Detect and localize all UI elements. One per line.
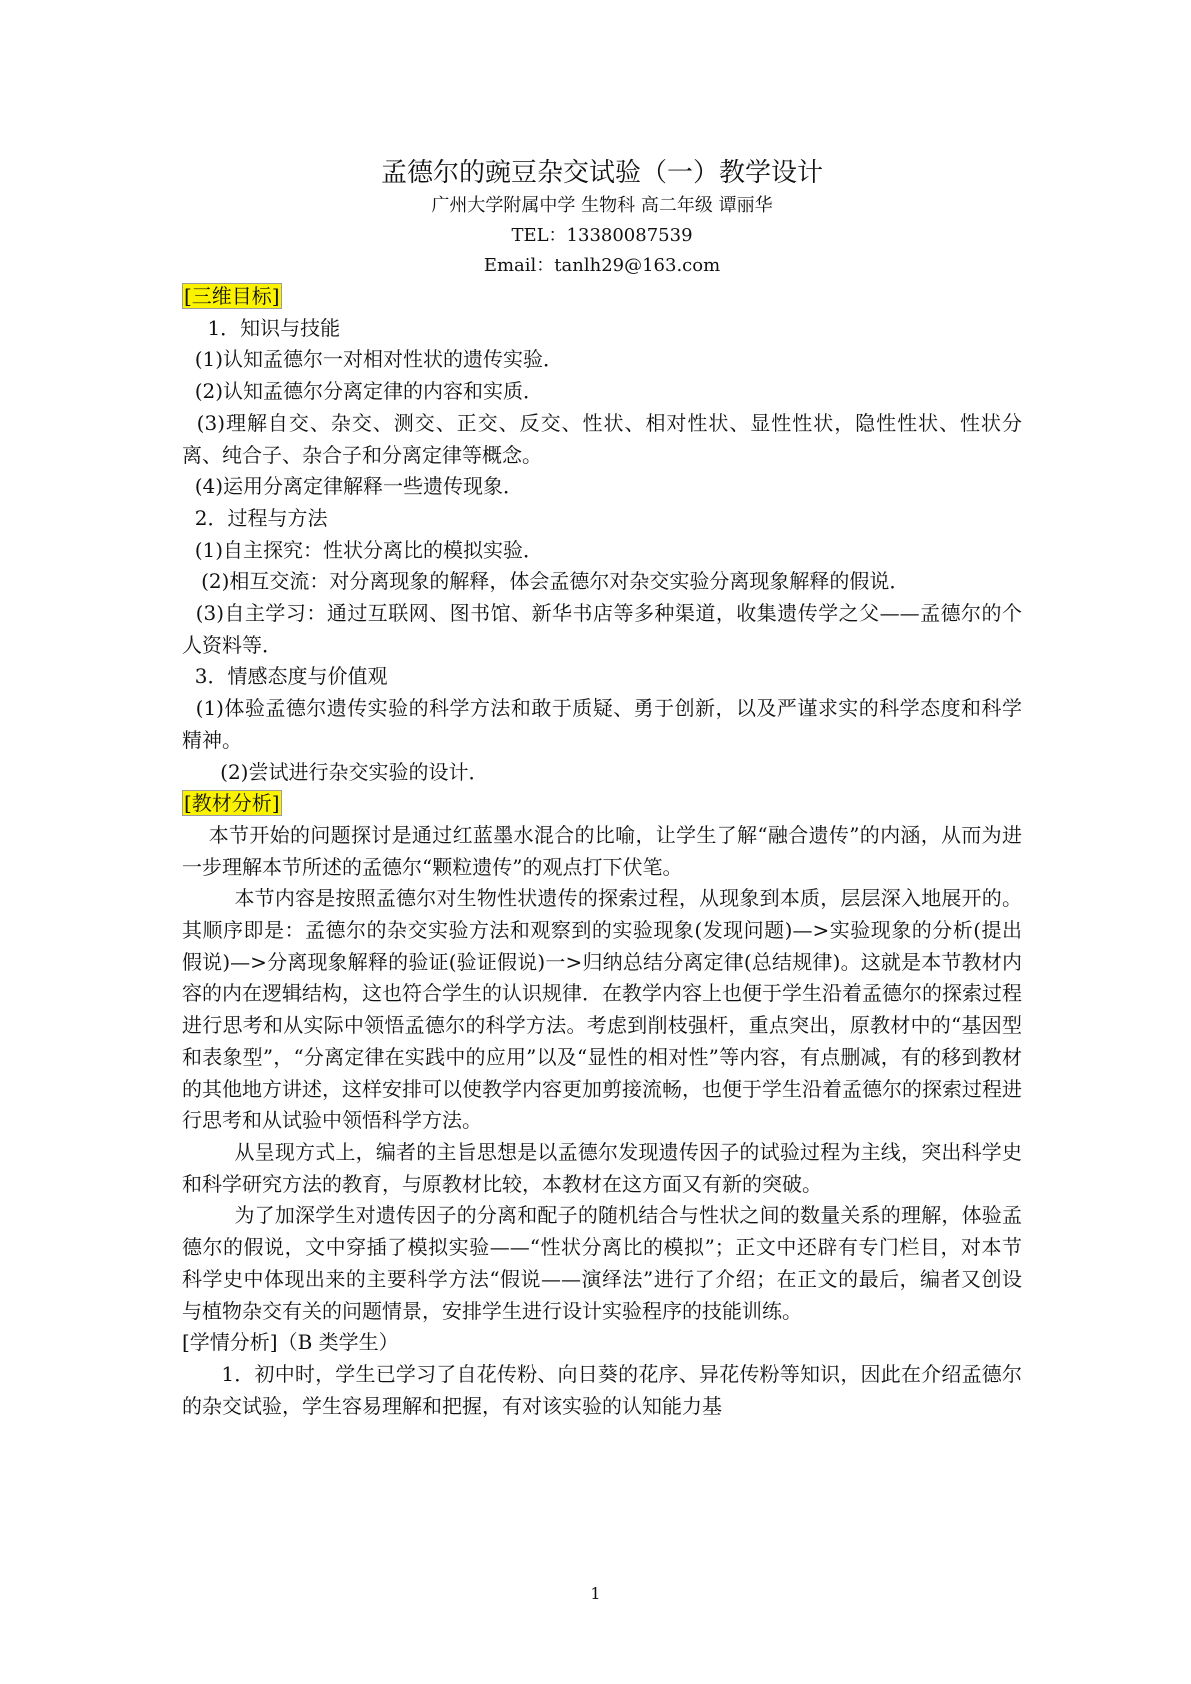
author-line: 广州大学附属中学 生物科 高二年级 谭丽华 [431,195,773,216]
objective-item: (1)自主探究：性状分离比的模拟实验． [182,537,544,562]
document-title: 孟德尔的豌豆杂交试验（一）教学设计 [380,158,823,188]
objective-item: (1)认知孟德尔一对相对性状的遗传实验． [182,347,564,372]
objective-item: (2)认知孟德尔分离定律的内容和实质． [182,379,544,404]
page-content [182,155,1022,1422]
document-header [182,155,1022,281]
objective-item: 3．情感态度与价值观 [182,664,388,689]
materials-paragraph: 从呈现方式上，编者的主旨思想是以孟德尔发现遗传因子的试验过程为主线，突出科学史和科学研究方法的教育，与原教材比较，本教材在这方面又有新的突破。 [182,1139,1023,1196]
tel-line: TEL：13380087539 [511,225,693,246]
objective-item: (2)尝试进行杂交实验的设计． [182,759,489,784]
objective-item: (3)理解自交、杂交、测交、正交、反交、性状、相对性状、显性性状，隐性性状、性状分离、纯合子、杂合子和分离定律等概念。 [182,410,1022,467]
materials-paragraph: 本节开始的问题探讨是通过红蓝墨水混合的比喻，让学生了解“融合遗传”的内涵，从而为进一步理解本节所述的孟德尔“颗粒遗传”的观点打下伏笔。 [182,822,1022,879]
objective-item: 1．知识与技能 [182,315,341,340]
objective-item: (2)相互交流：对分离现象的解释，体会孟德尔对杂交实验分离现象解释的假说． [182,569,910,594]
objective-item: (1)体验孟德尔遗传实验的科学方法和敢于质疑、勇于创新，以及严谨求实的科学态度和科学精神。 [182,696,1022,752]
objective-item: (3)自主学习：通过互联网、图书馆、新华书店等多种渠道，收集遗传学之父——孟德尔的个人资料等． [182,601,1022,657]
page-number: 1 [590,1584,601,1603]
objectives-label: [三维目标] [184,284,280,308]
materials-heading [182,788,1022,820]
objectives-heading [182,281,1022,313]
objective-item: 2．过程与方法 [182,505,328,530]
materials-label: [教材分析] [184,791,280,816]
email-line: Email：tanlh29@163.com [483,255,721,276]
materials-paragraph: 为了加深学生对遗传因子的分离和配子的随机结合与性状之间的数量关系的理解，体验孟德尔的假说，文中穿插了模拟实验——“性状分离比的模拟”；正文中还辟有专门栏目，对本节科学史中体现出来的主要科学方法“假说——演绎法”进行了介绍；在正文的最后，编者又创设与植物杂交有关的问题情景，安排学生进行设计实验程序的技能训练。 [182,1203,1023,1323]
materials-paragraph: 本节内容是按照孟德尔对生物性状遗传的探索过程，从现象到本质，层层深入地展开的。其顺序即是：孟德尔的杂交实验方法和观察到的实验现象(发现问题)—>实验现象的分析(提出假说)—>分离现象解释的验证(验证假说)一>归纳总结分离定律(总结规律)。这就是本节教材内容的内在逻辑结构，这也符合学生的认识规律．在教学内容上也便于学生沿着孟德尔的探索过程进行思考和从实际中领悟孟德尔的科学方法。考虑到削枝强杆，重点突出，原教材中的“基因型和表象型”，“分离定律在实践中的应用”以及“显性的相对性”等内容，有点删减，有的移到教材的其他地方讲述，这样安排可以使教学内容更加剪接流畅，也便于学生沿着孟德尔的探索过程进行思考和从试验中领悟科学方法。 [182,886,1023,1133]
students-paragraph: 1．初中时，学生已学习了自花传粉、向日葵的花序、异花传粉等知识，因此在介绍孟德尔的杂交试验，学生容易理解和把握，有对该实验的认知能力基 [182,1361,1022,1418]
students-heading: [学情分析]（B 类学生） [182,1330,399,1355]
objective-item: (4)运用分离定律解释一些遗传现象． [182,474,524,499]
